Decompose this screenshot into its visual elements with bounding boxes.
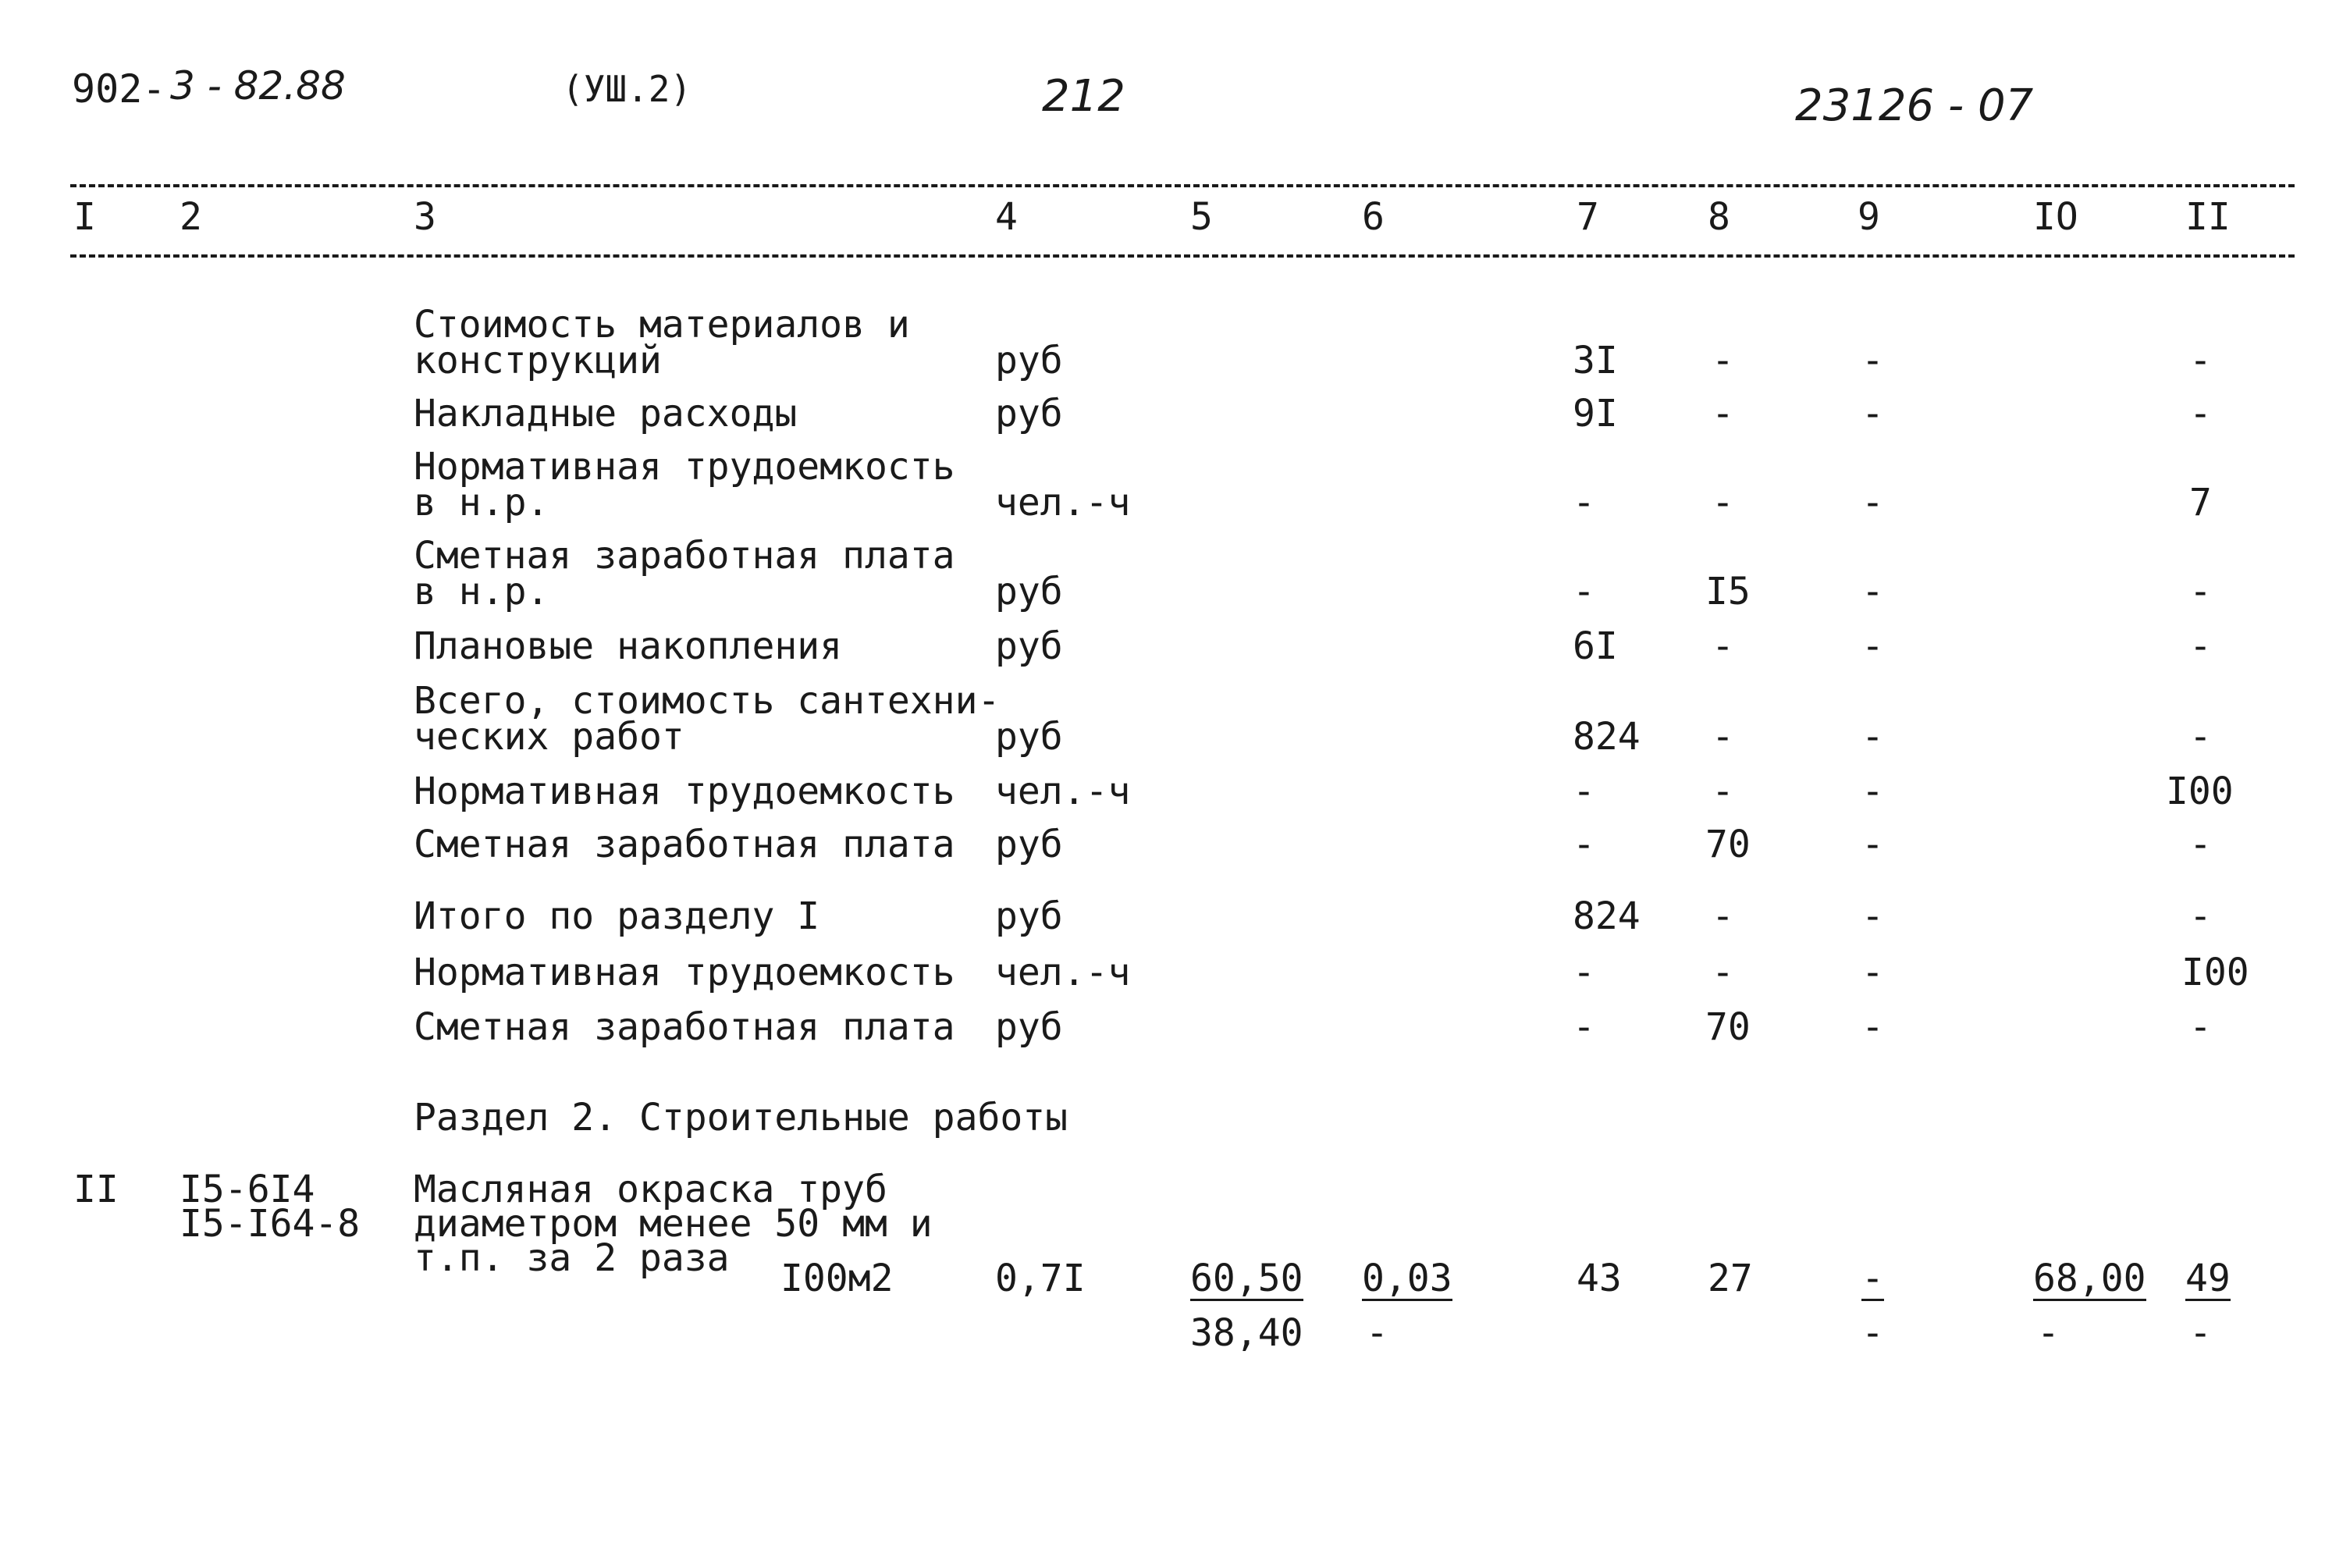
item-name-line3: т.п. за 2 раза: [414, 1236, 730, 1280]
row-name-line2: ческих работ: [414, 715, 684, 759]
row-col9: -: [1861, 1005, 1884, 1049]
row-col8: -: [1712, 894, 1734, 938]
row-col8: -: [1712, 392, 1734, 436]
row-col7: 3I: [1573, 339, 1618, 382]
row-name-line1: Сметная заработная плата: [414, 823, 955, 866]
row-col8: -: [1712, 339, 1734, 382]
header-bottom-rule: [70, 254, 2295, 258]
row-col9: -: [1861, 823, 1884, 866]
row-name-line1: Итого по разделу I: [414, 894, 820, 938]
row-col8: 70: [1705, 823, 1751, 866]
archive-number: 23126 - 07: [1795, 80, 2034, 131]
row-col7: 824: [1573, 894, 1641, 938]
col-header-8: 8: [1708, 195, 1730, 239]
col-header-7: 7: [1577, 195, 1599, 239]
row-name-line2: в н.р.: [414, 570, 549, 613]
col-header-5: 5: [1190, 195, 1213, 239]
row-unit: руб: [995, 715, 1063, 759]
row-col7: -: [1573, 1005, 1595, 1049]
row-col8: -: [1712, 481, 1734, 524]
row-col8: -: [1712, 715, 1734, 759]
section-title: Раздел 2. Строительные работы: [414, 1096, 1068, 1140]
doc-code-printed: 902-: [72, 66, 166, 112]
row-name-line1: Нормативная трудоемкость: [414, 770, 955, 813]
row-name-line1: Нормативная трудоемкость: [414, 445, 955, 489]
row-col8: -: [1712, 770, 1734, 813]
row-unit: руб: [995, 1005, 1063, 1049]
item-col11-bottom: -: [2189, 1311, 2212, 1355]
section-code: (УШ.2): [562, 68, 692, 110]
row-col11: -: [2189, 392, 2212, 436]
row-col11: -: [2189, 1005, 2212, 1049]
item-name-line2: диаметром менее 50 мм и: [414, 1202, 933, 1246]
row-col11: I00: [2166, 770, 2234, 813]
row-col11: -: [2189, 823, 2212, 866]
row-name-line2: конструкций: [414, 339, 662, 382]
col-header-11: II: [2185, 195, 2231, 239]
col-header-4: 4: [995, 195, 1018, 239]
row-unit: руб: [995, 624, 1063, 668]
row-col7: -: [1573, 951, 1595, 994]
item-col5-bottom: 38,40: [1190, 1311, 1303, 1355]
row-col11: -: [2189, 570, 2212, 613]
row-name-line1: Стоимость материалов и: [414, 303, 910, 347]
row-col7: 824: [1573, 715, 1641, 759]
row-unit: руб: [995, 339, 1063, 382]
row-col8: -: [1712, 624, 1734, 668]
row-col9: -: [1861, 770, 1884, 813]
row-col7: 6I: [1573, 624, 1618, 668]
row-unit: руб: [995, 823, 1063, 866]
row-col11: 7: [2189, 481, 2212, 524]
row-name-line1: Сметная заработная плата: [414, 534, 955, 578]
row-name-line1: Сметная заработная плата: [414, 1005, 955, 1049]
col-header-2: 2: [180, 195, 202, 239]
row-unit: руб: [995, 894, 1063, 938]
row-col9: -: [1861, 570, 1884, 613]
col-header-1: I: [73, 195, 96, 239]
row-col8: I5: [1705, 570, 1751, 613]
row-name-line2: в н.р.: [414, 481, 549, 524]
row-unit: руб: [995, 570, 1063, 613]
row-col9: -: [1861, 339, 1884, 382]
row-col7: -: [1573, 570, 1595, 613]
doc-code-handwritten: 3 - 82.88: [170, 63, 346, 108]
item-number: II: [73, 1168, 119, 1211]
row-unit: чел.-ч: [995, 481, 1131, 524]
row-name-line1: Всего, стоимость сантехни-: [414, 679, 1001, 723]
row-col11: -: [2189, 894, 2212, 938]
col-header-10: IO: [2033, 195, 2078, 239]
row-name-line1: Нормативная трудоемкость: [414, 951, 955, 994]
item-col7: 43: [1577, 1257, 1622, 1300]
row-col7: -: [1573, 770, 1595, 813]
item-unit: I00м2: [780, 1257, 894, 1300]
row-name-line1: Накладные расходы: [414, 392, 798, 436]
item-code-1: I5-6I4: [180, 1168, 315, 1211]
row-col7: -: [1573, 823, 1595, 866]
row-name-line1: Плановые накопления: [414, 624, 843, 668]
col-header-9: 9: [1858, 195, 1880, 239]
row-unit: чел.-ч: [995, 770, 1131, 813]
row-col11: -: [2189, 339, 2212, 382]
col-header-3: 3: [414, 195, 436, 239]
row-col8: 70: [1705, 1005, 1751, 1049]
row-col11: -: [2189, 624, 2212, 668]
col-header-6: 6: [1362, 195, 1385, 239]
header-top-rule: [70, 184, 2295, 187]
item-col11-top: 49: [2185, 1257, 2231, 1300]
row-col9: -: [1861, 894, 1884, 938]
row-col9: -: [1861, 715, 1884, 759]
item-col5-top: 60,50: [1190, 1257, 1303, 1300]
row-col7: 9I: [1573, 392, 1618, 436]
item-col9-bottom: -: [1861, 1311, 1884, 1355]
page-number: 212: [1042, 71, 1125, 122]
item-col6-bottom: -: [1366, 1311, 1388, 1355]
row-col9: -: [1861, 951, 1884, 994]
item-col8: 27: [1708, 1257, 1753, 1300]
row-col9: -: [1861, 624, 1884, 668]
item-col6-top: 0,03: [1362, 1257, 1452, 1300]
row-unit: руб: [995, 392, 1063, 436]
row-col9: -: [1861, 481, 1884, 524]
item-col9-top: -: [1861, 1257, 1884, 1300]
item-col10-bottom: -: [2037, 1311, 2060, 1355]
row-col8: -: [1712, 951, 1734, 994]
row-col7: -: [1573, 481, 1595, 524]
row-col11: I00: [2181, 951, 2249, 994]
item-code-2: I5-I64-8: [180, 1202, 361, 1246]
item-name-line1: Масляная окраска труб: [414, 1168, 887, 1211]
row-col9: -: [1861, 392, 1884, 436]
item-quantity: 0,7I: [995, 1257, 1086, 1300]
row-col11: -: [2189, 715, 2212, 759]
row-unit: чел.-ч: [995, 951, 1131, 994]
item-col10-top: 68,00: [2033, 1257, 2146, 1300]
